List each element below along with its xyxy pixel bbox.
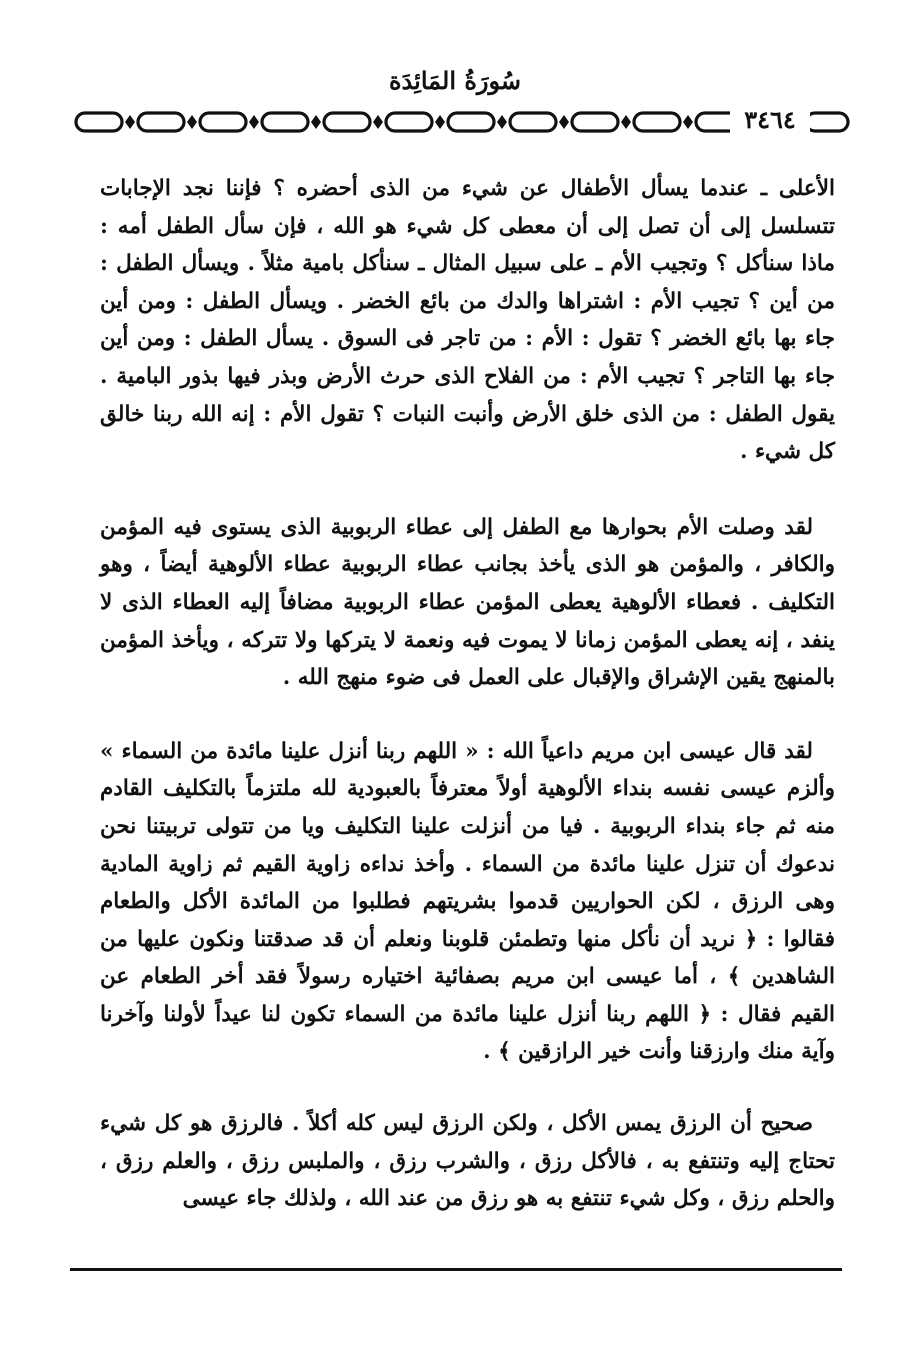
- surah-title: سُورَةُ المَائِدَة: [388, 66, 522, 95]
- bottom-rule: [70, 1268, 842, 1271]
- paragraph-4: صحيح أن الرزق يمس الأكل ، ولكن الرزق ليس كله أكلاً . فالرزق هو كل شيء تحتاج إليه وتنتفع به ، فالأكل رزق ، والشرب رزق ، والملبس رزق ، والعلم رزق ، والحلم رزق ، وكل شيء تنتفع به هو رزق من عند الله ، ولذلك جاء عيسى: [100, 1111, 835, 1212]
- paragraph-3: لقد قال عيسى ابن مريم داعياً الله : « اللهم ربنا أنزل علينا مائدة من السماء » وألزم عيسى نفسه بنداء الألوهية أولاً معترفاً بالعبودية لله ملتزماً بالتكليف القادم منه ثم جاء بنداء الربوبية . فيا من أنزلت علينا التكليف ويا من تتولى تربيتنا نحن ندعوك أن تنزل علينا مائدة من السماء . وأخذ نداءه زاوية القيم ثم زاوية المادية وهى الرزق ، لكن الحواريين قدموا بشريتهم فطلبوا من المائدة الأكل والطعام فقالوا : ﴿ نريد أن نأكل منها وتطمئن قلوبنا ونعلم أن قد صدقتنا ونكون عليها من الشاهدين ﴾ ، أما عيسى ابن مريم بصفائية اختياره رسولاً فقد أخر الطعام عن القيم فقال : ﴿ اللهم ربنا أنزل علينا مائدة من السماء تكون لنا عيداً لأولنا وآخرنا وآية منك وارزقنا وأنت خير الرازقين ﴾ .: [100, 738, 835, 1065]
- paragraph-2: لقد وصلت الأم بحوارها مع الطفل إلى عطاء الربوبية الذى يستوى فيه المؤمن والكافر ، والمؤمن هو الذى يأخذ بجانب عطاء الربوبية عطاء الألوهية أيضاً ، وهو التكليف . فعطاء الألوهية يعطى المؤمن عطاء الربوبية مضافاً إليه العطاء الذى لا ينفد ، إنه يعطى المؤمن زمانا لا يموت فيه ونعمة لا يتركها ولا تتركه ، ويأخذ المؤمن بالمنهج يقين الإشراق والإقبال على العمل فى ضوء منهج الله .: [100, 514, 835, 691]
- page-number: ٣٤٦٤: [730, 104, 810, 136]
- paragraph-1: الأعلى ـ عندما يسأل الأطفال عن شيء من الذى أحضره ؟ فإننا نجد الإجابات تتسلسل إلى أن تصل إلى أن معطى كل شيء هو الله ، فإن سأل الطفل أمه : ماذا سنأكل ؟ وتجيب الأم ـ على سبيل المثال ـ سنأكل بامية مثلاً . ويسأل الطفل : من أين ؟ تجيب الأم : اشتراها والدك من بائع الخضر . ويسأل الطفل : ومن أين جاء بها بائع الخضر ؟ تقول : الأم : من تاجر فى السوق . يسأل الطفل : ومن أين جاء بها التاجر ؟ تجيب الأم : من الفلاح الذى حرث الأرض وبذر فيها بذور البامية . يقول الطفل : من الذى خلق الأرض وأنبت النبات ؟ تقول الأم : إنه الله ربنا خالق كل شيء .: [100, 176, 835, 465]
- page-body: [100, 170, 835, 1218]
